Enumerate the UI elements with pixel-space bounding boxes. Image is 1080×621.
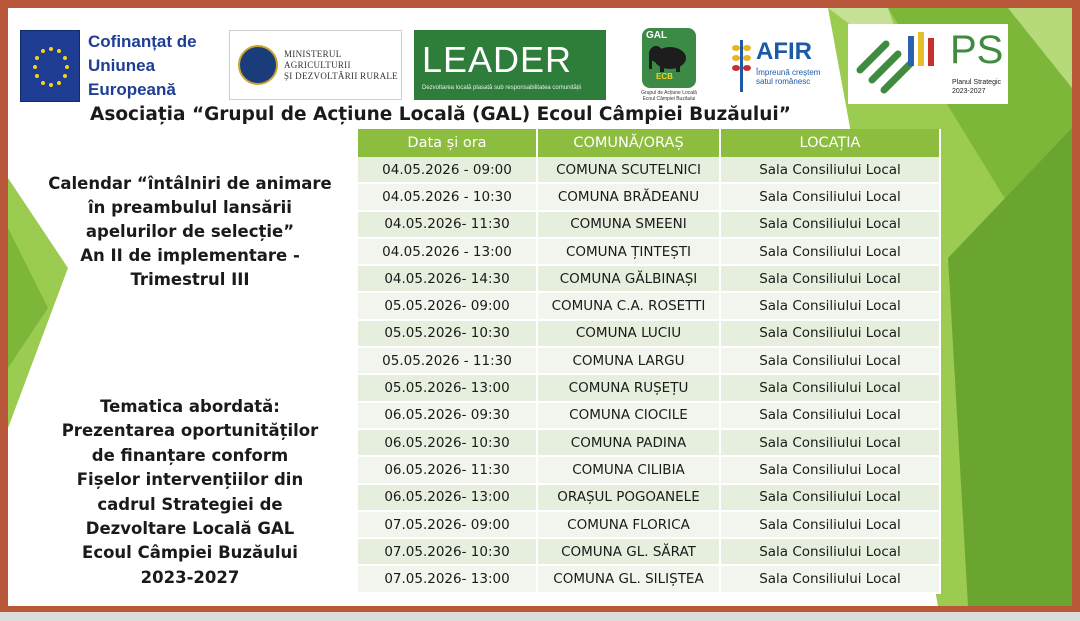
table-row: [358, 403, 941, 430]
table-row: [358, 266, 941, 293]
leader-subtitle: Dezvoltarea locală plasată sub responsabilitatea comunității: [422, 85, 582, 91]
cell-location: Sala Consiliului Local: [721, 485, 941, 510]
cell-location: Sala Consiliului Local: [721, 430, 941, 455]
table-row: [358, 348, 941, 375]
table-row: [358, 430, 941, 457]
cell-date: 07.05.2026- 09:00: [358, 512, 538, 537]
cell-location: Sala Consiliului Local: [721, 403, 941, 428]
cell-location: Sala Consiliului Local: [721, 239, 941, 264]
table-row: [358, 184, 941, 211]
ps-sub-line1: Planul Strategic: [952, 79, 1002, 86]
tematica-description: [30, 395, 350, 590]
cell-date: 06.05.2026- 11:30: [358, 457, 538, 482]
cell-location: Sala Consiliului Local: [721, 321, 941, 346]
cell-commune: COMUNA GL. SILIȘTEA: [538, 566, 721, 591]
page-title: Asociația “Grupul de Acțiune Locală (GAL) Ecoul Câmpiei Buzăului”: [90, 104, 791, 125]
cell-date: 04.05.2026- 11:30: [358, 212, 538, 237]
ps-sub-line2: 2023-2027: [952, 88, 986, 95]
cell-commune: COMUNA RUȘEȚU: [538, 375, 721, 400]
cell-commune: COMUNA CIOCILE: [538, 403, 721, 428]
tematica-line: Dezvoltare Locală GAL: [85, 519, 295, 539]
calendar-line: în preambulul lansării: [88, 198, 292, 217]
cell-location: Sala Consiliului Local: [721, 184, 941, 209]
eu-flag-icon: [20, 30, 80, 102]
gal-caption: Grupul de Acțiune Locală Ecoul Câmpiei Buzăului: [641, 90, 697, 102]
tematica-line: Prezentarea oportunităților: [61, 421, 319, 441]
cell-commune: COMUNA PADINA: [538, 430, 721, 455]
table-row: [358, 512, 941, 539]
cell-commune: COMUNA BRĂDEANU: [538, 184, 721, 209]
cell-date: 04.05.2026 - 13:00: [358, 239, 538, 264]
cell-commune: ORAȘUL POGOANELE: [538, 485, 721, 510]
header-location: LOCAȚIA: [721, 129, 941, 157]
cell-date: 04.05.2026- 14:30: [358, 266, 538, 291]
cell-location: Sala Consiliului Local: [721, 157, 941, 182]
tematica-line: Tematica abordată:: [100, 397, 280, 416]
gal-badge: ECB: [656, 72, 673, 81]
schedule-table: [358, 129, 941, 594]
cell-date: 05.05.2026 - 11:30: [358, 348, 538, 373]
cell-location: Sala Consiliului Local: [721, 348, 941, 373]
eu-text-line2: Uniunea Europeană: [88, 56, 176, 99]
cell-location: Sala Consiliului Local: [721, 512, 941, 537]
calendar-line: An II de implementare -: [80, 246, 300, 265]
calendar-description: [30, 172, 350, 292]
tematica-line: de finanțare conform: [91, 445, 289, 465]
madr-line1: MINISTERUL AGRICULTURII: [284, 48, 351, 70]
madr-logo: [229, 30, 402, 100]
table-row: [358, 485, 941, 512]
cell-location: Sala Consiliului Local: [721, 293, 941, 318]
table-row: [358, 212, 941, 239]
ps-emblem-icon: [852, 30, 944, 98]
tematica-line: 2023-2027: [140, 567, 240, 587]
leader-logo: [414, 30, 606, 100]
cell-location: Sala Consiliului Local: [721, 539, 941, 564]
table-row: [358, 375, 941, 402]
cell-commune: COMUNA SMEENI: [538, 212, 721, 237]
cell-commune: COMUNA GL. SĂRAT: [538, 539, 721, 564]
cell-location: Sala Consiliului Local: [721, 566, 941, 591]
table-row: [358, 239, 941, 266]
table-row: [358, 157, 941, 184]
calendar-line: Calendar “întâlniri de animare: [48, 174, 332, 193]
cell-commune: COMUNA CILIBIA: [538, 457, 721, 482]
cell-date: 05.05.2026- 10:30: [358, 321, 538, 346]
cell-date: 04.05.2026 - 09:00: [358, 157, 538, 182]
afir-logo: [730, 34, 830, 98]
table-row: [358, 539, 941, 566]
cell-commune: COMUNA ȚINTEȘTI: [538, 239, 721, 264]
header-commune: COMUNĂ/ORAȘ: [538, 129, 721, 157]
cell-commune: COMUNA C.A. ROSETTI: [538, 293, 721, 318]
cell-location: Sala Consiliului Local: [721, 375, 941, 400]
leader-title: LEADER: [422, 39, 573, 80]
eu-text-line1: Cofinanțat de: [88, 32, 197, 51]
cell-location: Sala Consiliului Local: [721, 212, 941, 237]
table-body: [358, 157, 941, 594]
cell-date: 06.05.2026- 10:30: [358, 430, 538, 455]
cell-date: 04.05.2026 - 10:30: [358, 184, 538, 209]
ps-logo: [848, 24, 1008, 104]
afir-sub-line1: Împreună creștem: [756, 68, 821, 77]
bottom-strip: [0, 612, 1080, 621]
cell-commune: COMUNA LARGU: [538, 348, 721, 373]
tematica-line: Ecoul Câmpiei Buzăului: [82, 543, 298, 563]
afir-sub-line2: satul românesc: [756, 77, 811, 86]
calendar-line: apelurilor de selecție”: [85, 222, 295, 241]
slide: [8, 8, 1072, 606]
cell-date: 07.05.2026- 10:30: [358, 539, 538, 564]
tematica-line: Fișelor intervențiilor din: [76, 470, 304, 490]
table-row: [358, 293, 941, 320]
cell-location: Sala Consiliului Local: [721, 457, 941, 482]
cell-date: 06.05.2026- 09:30: [358, 403, 538, 428]
cell-date: 05.05.2026- 09:00: [358, 293, 538, 318]
gal-ecb-logo: [636, 28, 702, 108]
madr-line2: ȘI DEZVOLTĂRII RURALE: [284, 70, 398, 81]
ps-word: PS: [950, 28, 1004, 72]
cell-commune: COMUNA FLORICA: [538, 512, 721, 537]
wheat-icon: [730, 36, 752, 94]
cell-date: 07.05.2026- 13:00: [358, 566, 538, 591]
cell-date: 06.05.2026- 13:00: [358, 485, 538, 510]
cell-commune: COMUNA SCUTELNICI: [538, 157, 721, 182]
header-date: Data și ora: [358, 129, 538, 157]
table-row: [358, 457, 941, 484]
eu-logo: [20, 26, 225, 106]
cell-date: 05.05.2026- 13:00: [358, 375, 538, 400]
table-row: [358, 566, 941, 593]
table-header: [358, 129, 941, 157]
cell-commune: COMUNA LUCIU: [538, 321, 721, 346]
calendar-line: Trimestrul III: [130, 270, 250, 289]
gal-label: GAL: [646, 30, 668, 41]
cell-commune: COMUNA GĂLBINAȘI: [538, 266, 721, 291]
afir-word: AFIR: [756, 38, 812, 65]
table-row: [358, 321, 941, 348]
tematica-line: cadrul Strategiei de: [97, 494, 283, 514]
madr-seal-icon: [238, 45, 278, 85]
cell-location: Sala Consiliului Local: [721, 266, 941, 291]
